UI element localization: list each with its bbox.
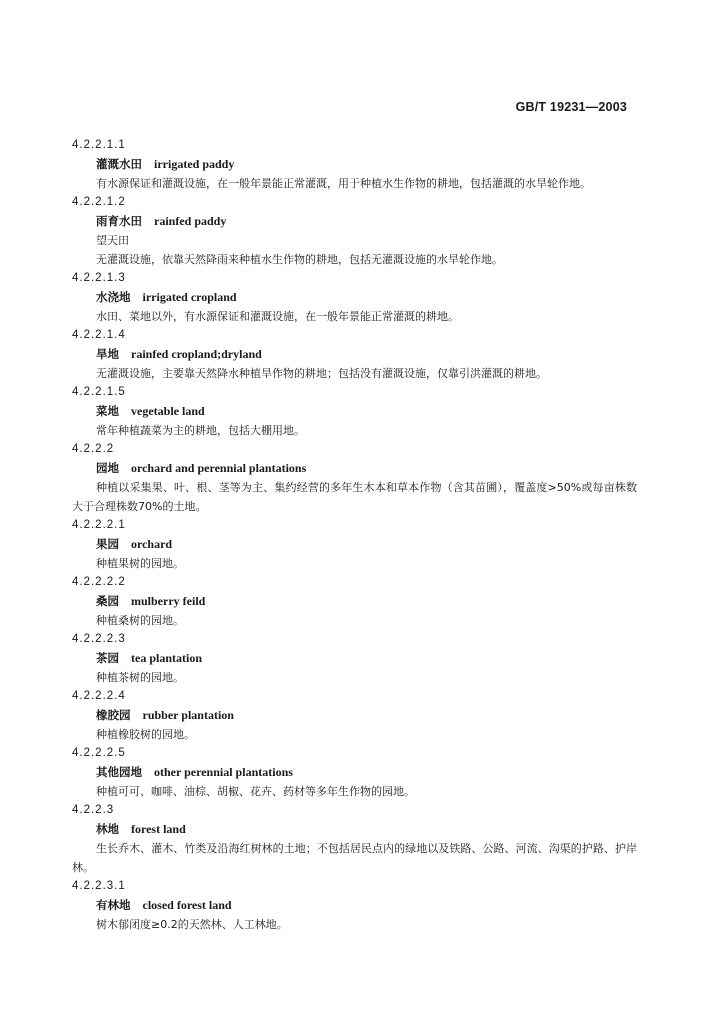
term-english: orchard (131, 537, 173, 551)
term-definition: 生长乔木、灌木、竹类及沿海红树林的土地；不包括居民点内的绿地以及铁路、公路、河流、沟渠的护路、护岸林。 (72, 842, 637, 874)
term-definition: 无灌溉设施，依靠天然降雨来种植水生作物的耕地，包括无灌溉设施的水旱轮作地。 (96, 253, 503, 266)
term-definition: 水田、菜地以外，有水源保证和灌溉设施，在一般年景能正常灌溉的耕地。 (96, 310, 459, 323)
term-entry (72, 573, 637, 630)
term-heading (96, 896, 637, 915)
term-definition: 种植橡胶树的园地。 (96, 728, 195, 741)
term-entry (72, 744, 637, 801)
term-heading (96, 706, 637, 725)
term-chinese: 雨育水田 (96, 214, 142, 228)
clause-number: 4.2.2.1.4 (72, 329, 126, 341)
term-english: forest land (131, 822, 186, 836)
term-definition: 望天田 (96, 234, 129, 247)
term-entry (72, 193, 637, 269)
term-chinese: 果园 (96, 537, 119, 551)
term-entry (72, 630, 637, 687)
term-chinese: 水浇地 (96, 290, 131, 304)
clause-number: 4.2.2.2.2 (72, 576, 126, 588)
standard-code: GB/T 19231—2003 (515, 100, 627, 114)
term-english: orchard and perennial plantations (131, 461, 307, 475)
term-heading (96, 459, 637, 478)
term-heading (96, 649, 637, 668)
term-chinese: 茶园 (96, 651, 119, 665)
term-chinese: 橡胶园 (96, 708, 131, 722)
term-heading (96, 763, 637, 782)
term-entry (72, 136, 637, 193)
term-english: irrigated cropland (142, 290, 237, 304)
term-chinese: 有林地 (96, 898, 131, 912)
term-chinese: 桑园 (96, 594, 119, 608)
term-english: rainfed cropland;dryland (131, 347, 262, 361)
term-english: tea plantation (131, 651, 203, 665)
term-definition: 树木郁闭度≥0.2的天然林、人工林地。 (96, 918, 288, 931)
term-chinese: 林地 (96, 822, 119, 836)
clause-number: 4.2.2.2.1 (72, 519, 126, 531)
term-entry (72, 801, 637, 877)
term-chinese: 灌溉水田 (96, 157, 142, 171)
term-entry (72, 516, 637, 573)
term-heading (96, 288, 637, 307)
term-chinese: 其他园地 (96, 765, 142, 779)
clause-number: 4.2.2.1.2 (72, 196, 126, 208)
term-heading (96, 592, 637, 611)
clause-number: 4.2.2.2 (72, 443, 115, 455)
term-heading (96, 345, 637, 364)
clause-number: 4.2.2.3.1 (72, 880, 126, 892)
term-definition: 种植茶树的园地。 (96, 671, 184, 684)
clause-number: 4.2.2.3 (72, 804, 115, 816)
term-heading (96, 535, 637, 554)
term-english: vegetable land (131, 404, 205, 418)
term-definition: 有水源保证和灌溉设施，在一般年景能正常灌溉，用于种植水生作物的耕地，包括灌溉的水旱轮作地。 (96, 177, 591, 190)
clause-number: 4.2.2.1.1 (72, 139, 126, 151)
term-english: rubber plantation (142, 708, 234, 722)
term-definition: 种植以采集果、叶、根、茎等为主、集约经营的多年生木本和草本作物（含其苗圃），覆盖度>50%或每亩株数大于合理株数70%的土地。 (72, 481, 637, 513)
term-entry (72, 326, 637, 383)
term-heading (96, 155, 637, 174)
document-body (72, 136, 637, 934)
clause-number: 4.2.2.2.5 (72, 747, 126, 759)
term-entry (72, 687, 637, 744)
term-heading (96, 402, 637, 421)
clause-number: 4.2.2.1.5 (72, 386, 126, 398)
clause-number: 4.2.2.2.4 (72, 690, 126, 702)
term-english: mulberry feild (131, 594, 206, 608)
term-chinese: 菜地 (96, 404, 119, 418)
term-english: irrigated paddy (154, 157, 235, 171)
term-english: other perennial plantations (154, 765, 293, 779)
term-definition: 种植桑树的园地。 (96, 614, 184, 627)
clause-number: 4.2.2.2.3 (72, 633, 126, 645)
term-entry (72, 383, 637, 440)
term-chinese: 园地 (96, 461, 119, 475)
clause-number: 4.2.2.1.3 (72, 272, 126, 284)
term-definition: 无灌溉设施，主要靠天然降水种植旱作物的耕地；包括没有灌溉设施，仅靠引洪灌溉的耕地。 (96, 367, 547, 380)
term-english: closed forest land (142, 898, 232, 912)
term-chinese: 旱地 (96, 347, 119, 361)
term-definition: 种植果树的园地。 (96, 557, 184, 570)
term-english: rainfed paddy (154, 214, 227, 228)
term-definition: 常年种植蔬菜为主的耕地，包括大棚用地。 (96, 424, 305, 437)
term-definition: 种植可可、咖啡、油棕、胡椒、花卉、药材等多年生作物的园地。 (96, 785, 415, 798)
term-heading (96, 212, 637, 231)
term-entry (72, 269, 637, 326)
term-heading (96, 820, 637, 839)
term-entry (72, 440, 637, 516)
term-entry (72, 877, 637, 934)
